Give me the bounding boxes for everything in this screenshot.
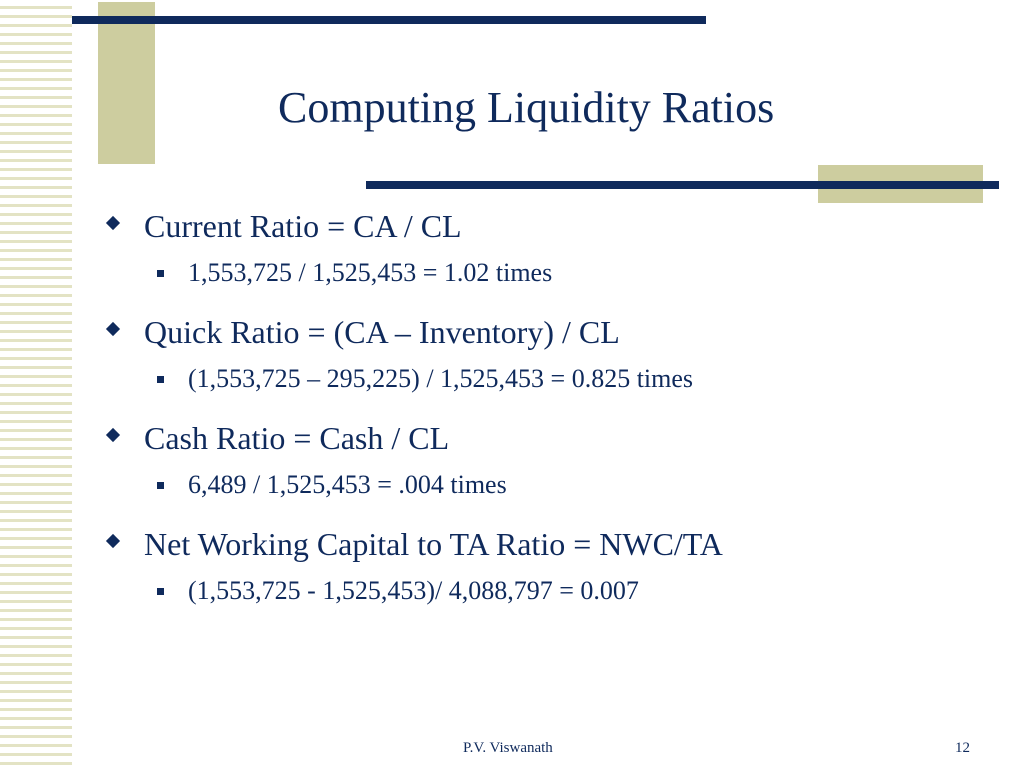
square-bullet-icon [157,376,164,383]
square-bullet-icon [157,482,164,489]
slide-title: Computing Liquidity Ratios [278,83,775,132]
bullet-cash-ratio [108,418,988,466]
sub-bullet-text: (1,553,725 – 295,225) / 1,525,453 = 0.825 times [188,364,694,393]
navy-accent-bar-top [72,16,706,24]
sub-bullet-text: 6,489 / 1,525,453 = .004 times [188,470,507,499]
page-number: 12 [955,740,970,756]
square-bullet-icon [157,588,164,595]
diamond-bullet-icon [106,534,120,548]
diamond-bullet-icon [106,428,120,442]
bullet-text: Quick Ratio = (CA – Inventory) / CL [144,314,620,350]
sub-bullet-nwc-to-ta-ratio [108,572,988,630]
tan-accent-block-top [98,2,155,164]
sub-bullet-text: (1,553,725 - 1,525,453)/ 4,088,797 = 0.007 [188,576,639,605]
sub-bullet-text: 1,553,725 / 1,525,453 = 1.02 times [188,258,553,287]
bullet-quick-ratio [108,312,988,360]
diamond-bullet-icon [106,322,120,336]
sub-bullet-quick-ratio [108,360,988,418]
footer-author: P.V. Viswanath [463,740,553,756]
sub-bullet-cash-ratio [108,466,988,524]
navy-accent-bar-middle [366,181,999,189]
bullet-text: Cash Ratio = Cash / CL [144,420,450,456]
bullet-nwc-to-ta-ratio [108,524,988,572]
diamond-bullet-icon [106,216,120,230]
square-bullet-icon [157,270,164,277]
striped-margin-decoration [0,0,72,768]
bullet-text: Current Ratio = CA / CL [144,208,462,244]
bullet-current-ratio [108,206,988,254]
sub-bullet-current-ratio [108,254,988,312]
bullet-list [108,206,988,630]
bullet-text: Net Working Capital to TA Ratio = NWC/TA [144,526,723,562]
